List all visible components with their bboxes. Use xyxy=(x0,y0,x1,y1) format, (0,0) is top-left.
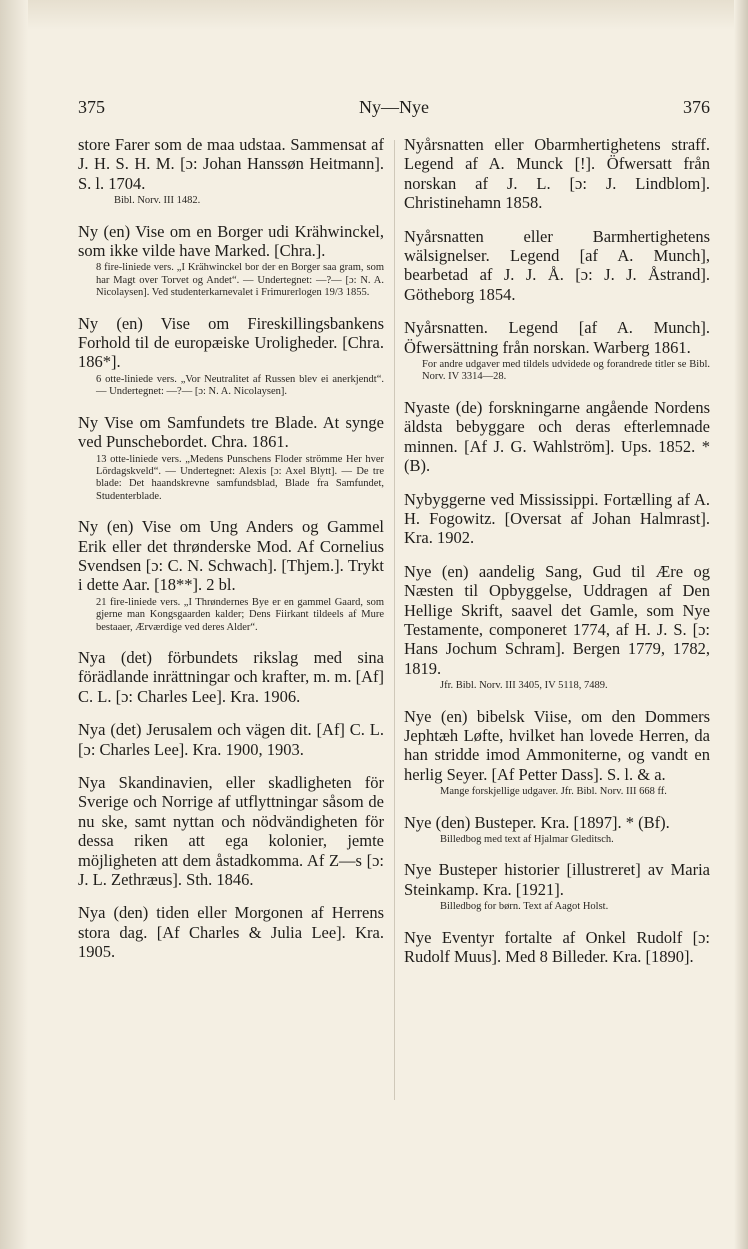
running-head xyxy=(78,97,710,121)
entry-text: Nya Skandinavien, eller skadligheten för Sverige och Norrige af utflyttningar såsom de nu ske, samt nyttan och nödvändigheten för dessa riken att ega kolonier, jemte möjligheten att dem åstadkomma. Af Z—s [ɔ: J. L. Zethræus]. Sth. 1846. xyxy=(78,773,384,890)
entry-text: Ny (en) Vise om Fireskillingsbankens Forhold til de europæiske Uroligheder. [Chra. 186*]. xyxy=(78,313,384,372)
bibliography-entry xyxy=(78,413,384,503)
entry-note: 21 fire-liniede vers. „I Thrøndernes Bye er en gammel Gaard, som gjerne man Kongsgaarden kalder; Dens Fiirkant tildeels af Mure bestaaer, Ærværdige ved deres Alder“. xyxy=(96,596,384,633)
entry-text: Nyårsnatten eller Obarmhertighetens straff. Legend af A. Munck [!]. Öfwersatt från norskan af J. L. [ɔ: J. Lindblom]. Christinehamn 1858. xyxy=(404,135,710,213)
bibliography-entry xyxy=(404,227,710,305)
bibliography-entry xyxy=(404,562,710,693)
bibliography-entry xyxy=(78,222,384,300)
entry-text: Nya (det) Jerusalem och vägen dit. [Af] C. L. [ɔ: Charles Lee]. Kra. 1900, 1903. xyxy=(78,720,384,759)
entry-text: Ny (en) Vise om Ung Anders og Gammel Erik eller det thrønderske Mod. Af Cornelius Svendsen [ɔ: C. N. Schwach]. [Thjem.]. Trykt i dette Aar. [18**]. 2 bl. xyxy=(78,517,384,595)
bibliography-entry xyxy=(404,860,710,913)
bibliography-entry xyxy=(404,135,710,213)
entry-note: Mange forskjellige udgaver. Jfr. Bibl. Norv. III 668 ff. xyxy=(440,786,667,798)
right-column xyxy=(404,135,710,980)
bibliography-entry xyxy=(78,135,384,208)
left-column xyxy=(78,135,384,976)
entry-note: Billedbog for børn. Text af Aagot Holst. xyxy=(440,901,609,913)
entry-text: Nye (en) bibelsk Viise, om den Dommers Jephtæh Løfte, hvilket han lovede Herren, da han stridde imod Ammoniterne, og vandt en herlig Seyer. [Af Petter Dass]. S. l. & a. xyxy=(404,706,710,784)
entry-note: 13 otte-liniede vers. „Medens Punschens Floder strömme Her hver Lördagskveld“. — Undertegnet: Alexis [ɔ: Axel Blytt]. — De tre blade: Det haandskrevne samfundsblad, Blade fra Samfundet, Studenterblade. xyxy=(96,453,384,502)
bibliography-entry xyxy=(404,318,710,384)
entry-note: Jfr. Bibl. Norv. III 3405, IV 5118, 7489. xyxy=(440,680,608,692)
entry-text: Nya (det) förbundets rikslag med sina förädlande inrättningar och krafter, m. m. [Af] C. L. [ɔ: Charles Lee]. Kra. 1906. xyxy=(78,647,384,706)
entry-text: Nye (en) aandelig Sang, Gud til Ære og Næsten til Opbyggelse, Uddragen af Den Hellige Skrift, saavel det Gamle, som Nye Testamente, componeret 1774, af H. J. S. [ɔ: Hans Jochum Schram]. Bergen 1779, 1782, 1819. xyxy=(404,561,710,678)
entry-text: Nyårsnatten. Legend [af A. Munch]. Öfwersättning från norskan. Warberg 1861. xyxy=(404,318,710,357)
entry-note: For andre udgaver med tildels udvidede og forandrede titler se Bibl. Norv. IV 3314—28. xyxy=(422,359,710,383)
entry-text: Ny Vise om Samfundets tre Blade. At synge ved Punschebordet. Chra. 1861. xyxy=(78,412,384,452)
bibliography-entry xyxy=(404,707,710,799)
column-divider xyxy=(394,140,395,1100)
bibliography-entry xyxy=(78,314,384,399)
entry-text: Nya (den) tiden eller Morgonen af Herrens stora dag. [Af Charles & Julia Lee]. Kra. 1905. xyxy=(78,903,384,962)
running-title: Ny—Nye xyxy=(359,97,429,117)
entry-text: Nye (den) Busteper. Kra. [1897]. * (Bf). xyxy=(404,812,670,832)
bibliography-entry xyxy=(78,648,384,706)
entry-text: Nyaste (de) forskningarne angående Nordens äldsta bebyggare och deras efterlemnade minnen. [Af J. G. Wahlström]. Ups. 1852. * (B). xyxy=(404,397,710,476)
bibliography-entry xyxy=(78,773,384,889)
entry-text: Nye Busteper historier [illustreret] av Maria Steinkamp. Kra. [1921]. xyxy=(404,860,710,899)
bibliography-entry xyxy=(404,813,710,847)
entry-text: Ny (en) Vise om en Borger udi Krähwinckel, som ikke vilde have Marked. [Chra.]. xyxy=(78,221,384,261)
bibliography-entry xyxy=(78,720,384,759)
page-edge-shadow-right xyxy=(734,0,748,1249)
entry-text: Nybyggerne ved Mississippi. Fortælling af A. H. Fogowitz. [Oversat af Johan Halmrast]. Kra. 1902. xyxy=(404,489,710,548)
entry-note: Billedbog med text af Hjalmar Gleditsch. xyxy=(440,834,614,845)
page-number-left: 375 xyxy=(78,97,105,117)
bibliography-entry xyxy=(78,517,384,634)
bibliography-entry xyxy=(404,398,710,476)
entry-text: Nye Eventyr fortalte af Onkel Rudolf [ɔ: Rudolf Muus]. Med 8 Billeder. Kra. [1890]. xyxy=(404,927,710,967)
page-edge-shadow-left xyxy=(0,0,28,1249)
page-number-right: 376 xyxy=(683,97,710,117)
entry-note: 6 otte-liniede vers. „Vor Neutralitet af Russen blev ei anerkjendt“. — Undertegnet: —?— [ɔ: N. A. Nicolaysen]. xyxy=(96,373,384,398)
bibliography-entry xyxy=(404,928,710,967)
entry-note: 8 fire-liniede vers. „I Krähwinckel bor der en Borger saa gram, som har Magt over Torvet og Andet“. — Undertegnet: —?— [ɔ: N. A. Nicolaysen]. Ved studenterkarnevalet i Frimurerlogen 19/3 1855. xyxy=(96,262,384,299)
entry-text: Nyårsnatten eller Barmhertighetens wälsignelser. Legend [af A. Munch], bearbetad af J. J. Å. [ɔ: J. J. Åstrand]. Götheborg 1854. xyxy=(404,226,710,304)
bibliography-entry xyxy=(404,490,710,548)
entry-text: store Farer som de maa udstaa. Sammensat af J. H. S. H. M. [ɔ: Johan Hanssøn Heitmann]. S. l. 1704. xyxy=(78,135,384,193)
bibliography-entry xyxy=(78,903,384,961)
page-edge-shadow-top xyxy=(0,0,748,30)
entry-note: Bibl. Norv. III 1482. xyxy=(114,195,201,207)
